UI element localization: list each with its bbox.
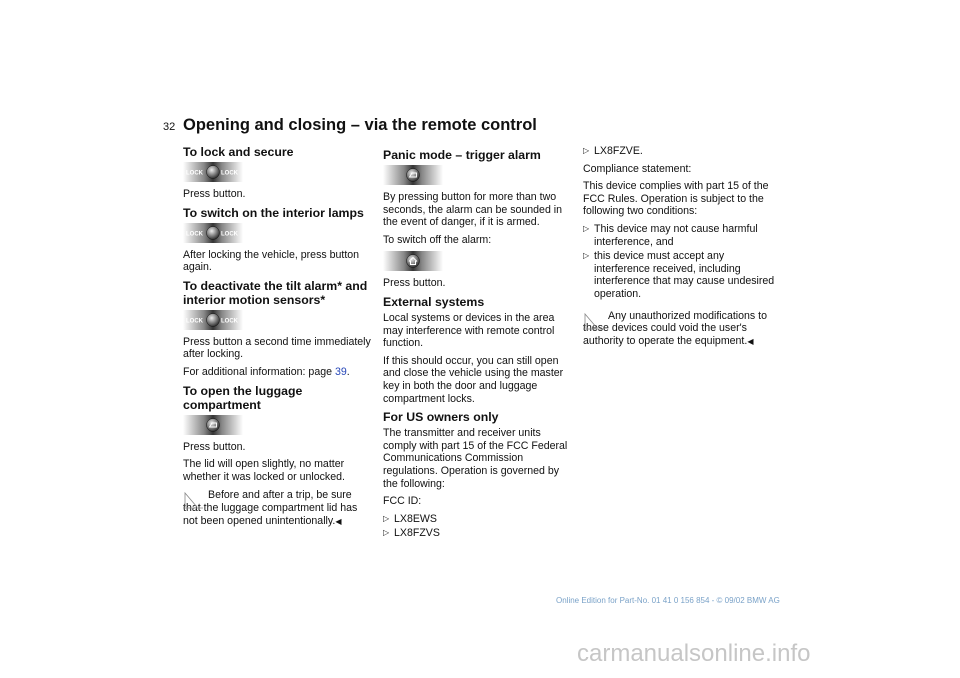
svg-text:LOCK: LOCK bbox=[221, 170, 238, 177]
page-title: Opening and closing – via the remote control bbox=[183, 116, 537, 134]
note-modifications bbox=[583, 309, 775, 349]
interior-text: After locking the vehicle, press button again. bbox=[183, 248, 360, 274]
tilt-text: Press button a second time immediately after locking. bbox=[183, 335, 371, 361]
svg-text:LOCK: LOCK bbox=[186, 231, 203, 238]
column-2 bbox=[383, 145, 576, 542]
note-modifications-text: Any unauthorized modifications to these devices could void the user's authority to operate the equipment.◀ bbox=[583, 309, 767, 347]
heading-external-systems: External systems bbox=[383, 294, 485, 309]
compliance-label: Compliance statement: bbox=[583, 162, 692, 175]
watermark: carmanualsonline.info bbox=[577, 640, 811, 667]
bullet-triangle-icon: ▷ bbox=[383, 513, 390, 523]
home-button-image bbox=[383, 251, 443, 271]
switch-off-press: Press button. bbox=[383, 277, 446, 290]
external-text-2: If this should occur, you can still open and close the vehicle using the master key in both the door and luggage compartment locks. bbox=[383, 354, 564, 405]
heading-luggage: To open the luggage compartment bbox=[183, 383, 303, 412]
lock-text: Press button. bbox=[183, 188, 246, 200]
list-item: ▷ LX8EWS bbox=[383, 512, 437, 525]
compliance-text: This device complies with part 15 of the FCC Rules. Operation is subject to the following two conditions: bbox=[583, 180, 769, 218]
note-triangle-icon bbox=[183, 491, 203, 509]
note-luggage bbox=[183, 488, 371, 528]
switch-off-text: To switch off the alarm: bbox=[383, 233, 492, 246]
page-39-link[interactable]: 39 bbox=[334, 365, 347, 378]
footer-edition: Online Edition for Part-No. 01 41 0 156 854 - © 09/02 BMW AG bbox=[556, 596, 780, 605]
heading-tilt-alarm: To deactivate the tilt alarm* and interior motion sensors* bbox=[183, 278, 368, 307]
luggage-text-1: Press button. bbox=[183, 440, 246, 453]
bullet-triangle-icon: ▷ bbox=[583, 251, 590, 261]
lock-button-image bbox=[183, 162, 243, 182]
svg-text:LOCK: LOCK bbox=[221, 231, 238, 238]
luggage-text-2: The lid will open slightly, no matter whether it was locked or unlocked. bbox=[183, 458, 345, 483]
end-mark-icon: ◀ bbox=[335, 516, 342, 526]
heading-us-owners: For US owners only bbox=[383, 410, 499, 425]
svg-text:LOCK: LOCK bbox=[186, 318, 203, 325]
bullet-triangle-icon: ▷ bbox=[583, 146, 590, 155]
tilt-ref-prefix: For additional information: page bbox=[183, 365, 335, 378]
heading-interior-lamps: To switch on the interior lamps bbox=[183, 205, 364, 220]
svg-text:LOCK: LOCK bbox=[186, 170, 203, 177]
svg-text:LOCK: LOCK bbox=[221, 318, 238, 325]
note-luggage-text: Before and after a trip, be sure that the luggage compartment lid has not been opened unintentionally.◀ bbox=[183, 489, 358, 527]
us-text: The transmitter and receiver units comply with part 15 of the FCC Federal Communications Commission regulations. Operation is governed by the following: bbox=[383, 427, 568, 490]
tilt-ref-suffix: . bbox=[346, 365, 350, 378]
heading-panic-mode: Panic mode – trigger alarm bbox=[383, 148, 541, 162]
list-item: ▷ This device may not cause harmful interference, and bbox=[583, 222, 758, 248]
end-mark-icon: ◀ bbox=[747, 336, 754, 346]
lock-button-image-2 bbox=[183, 223, 243, 243]
heading-lock-and-secure: To lock and secure bbox=[183, 145, 294, 159]
tilt-reference bbox=[183, 366, 371, 379]
list-item: ▷ LX8FZVS bbox=[383, 527, 440, 540]
page-number: 32 bbox=[163, 121, 176, 133]
external-text-1: Local systems or devices in the area may interference with remote control function. bbox=[383, 311, 555, 350]
list-item: ▷ LX8FZVE. bbox=[583, 145, 643, 157]
lock-button-image-3 bbox=[183, 310, 243, 330]
column-1 bbox=[183, 145, 371, 533]
bullet-triangle-icon: ▷ bbox=[583, 223, 590, 233]
note-triangle-icon bbox=[583, 312, 603, 330]
list-item: ▷ this device must accept any interference received, including interference that may cause undesired operation. bbox=[583, 250, 775, 300]
fcc-label: FCC ID: bbox=[383, 495, 422, 508]
trunk-button-image bbox=[183, 415, 243, 435]
column-3 bbox=[583, 145, 775, 353]
panic-text: By pressing button for more than two seconds, the alarm can be sounded in the event of danger, if it is armed. bbox=[383, 191, 563, 229]
bullet-triangle-icon: ▷ bbox=[383, 528, 390, 538]
trunk-button-image-2 bbox=[383, 165, 443, 185]
